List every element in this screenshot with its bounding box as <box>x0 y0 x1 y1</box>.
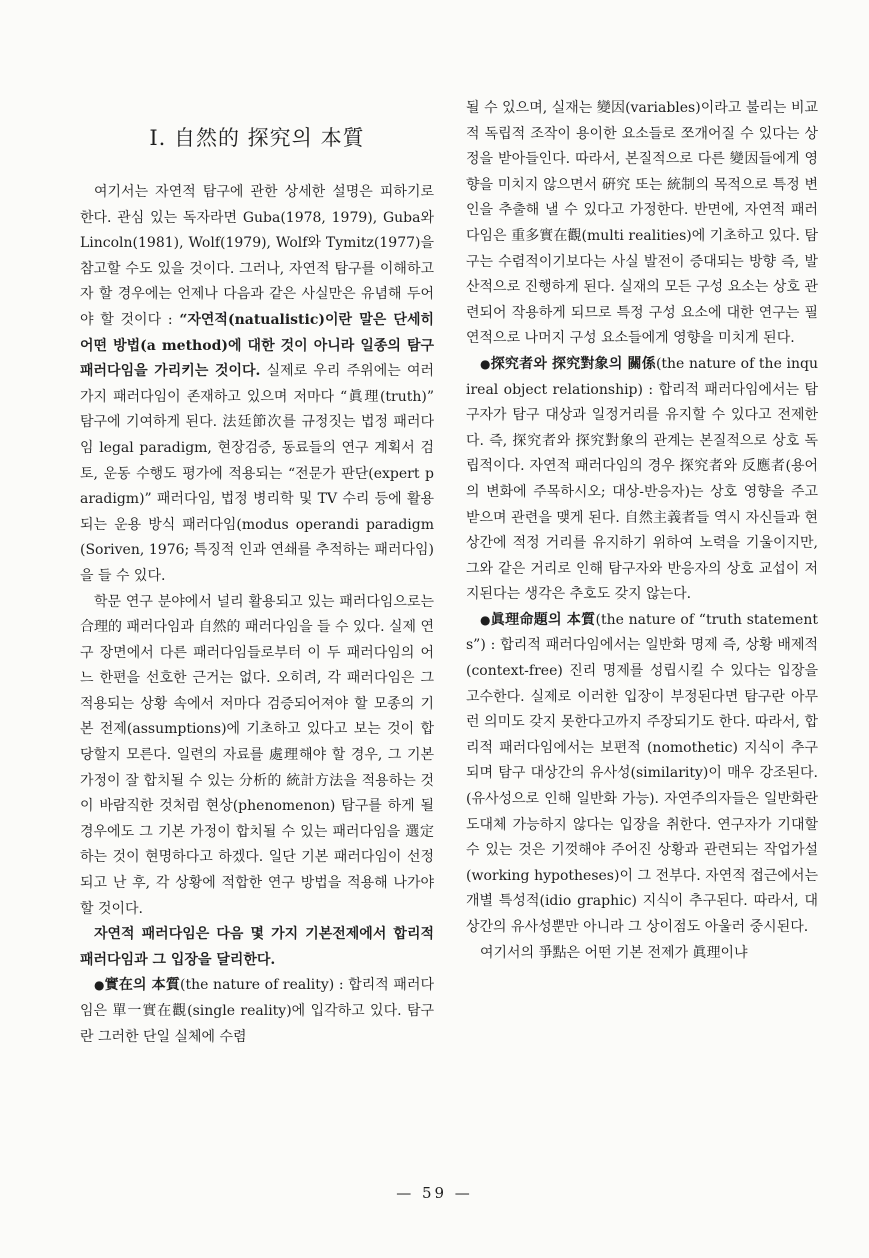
paragraph-inquirer-object <box>466 352 818 608</box>
bullet-icon: ● <box>480 612 491 627</box>
truth-statements-text: (the nature of “truth statements”) : 합리적 패러다임에서는 일반화 명제 즉, 상황 배제적(context-free) 진리 명제를 성립시킬 수 있다는 입장을 고수한다. 실제로 이러한 입장이 부정된다면 탐구란 아무런 의미도 갖지 못한다고까지 주장되기도 한다. 따라서, 합리적 패러다임에서는 보편적 (nomothetic) 지식이 추구되며 탐구 대상간의 유사성(similarity)이 매우 강조된다. (유사성으로 인해 일반화 가능). 자연주의자들은 일반화란 도대체 가능하지 않다는 입장을 취한다. 연구자가 기대할 수 있는 것은 기껏해야 주어진 상황과 관련되는 작업가설(working hypotheses)이 그 전부다. 자연적 접근에서는 개별 특성적(idio graphic) 지식이 추구된다. 따라서, 대상간의 유사성뿐만 아니라 그 상이점도 아울러 중시된다. <box>466 611 818 935</box>
paragraph-issue: 여기서의 爭點은 어떤 기본 전제가 眞理이냐 <box>480 944 748 961</box>
bullet-icon: ● <box>480 356 491 371</box>
reality-text: (the nature of reality) : 합리적 패러다임은 單一實在觀(single reality)에 입각하고 있다. 탐구란 그러한 단일 실체에 수렴 <box>80 977 434 1045</box>
paragraph-assumptions-lead: 자연적 패러다임은 다음 몇 가지 기본전제에서 합리적 패러다임과 그 입장을 달리한다. <box>80 926 434 968</box>
intro-emphasis: “자연적(natualistic)이란 말은 단세히 어떤 방법(a method)에 대한 것이 아니라 일종의 탐구 패러다임을 가리키는 것이다. <box>80 311 434 380</box>
intro-text-a: 여기서는 자연적 탐구에 관한 상세한 설명은 피하기로 한다. 관심 있는 독자라면 Guba(1978, 1979), Guba와 Lincoln(1981), Wolf(1979), Wolf와 Tymitz(1977)을 참고할 수도 있을 것이다. 그러나, 자연적 탐구를 이해하고자 할 경우에는 언제나 다음과 같은 사실만은 유념해 두어야 할 것이다 : <box>80 184 434 328</box>
paragraph-intro <box>80 180 434 590</box>
inquirer-object-text: (the nature of the inquireal object relationship) : 합리적 패러다임에서는 탐구자가 탐구 대상과 일정거리를 유지할 수 있다고 전제한다. 즉, 探究者와 探究對象의 관계는 본질적으로 상호 독립적이다. 자연적 패러다임의 경우 探究者와 反應者(용어의 변화에 주목하시오; 대상-반응자)는 상호 영향을 주고 받으며 관련을 맺게 된다. 自然主義者들 역시 자신들과 현상간에 적정 거리를 유지하기 위하여 노력을 기울이지만, 그와 같은 거리로 인해 탐구자와 반응자의 상호 교섭이 저지된다는 생각은 추호도 갖지 않는다. <box>466 355 819 603</box>
paragraph-paradigms: 학문 연구 분야에서 널리 활용되고 있는 패러다임으로는 合理的 패러다임과 自然的 패러다임을 들 수 있다. 실제 연구 장면에서 다른 패러다임들로부터 이 두 패러다임의 어느 한편을 선호한 근거는 없다. 오히려, 각 패러다임은 그 적용되는 상황 속에서 저마다 검증되어져야 할 모종의 기본 전제(assumptions)에 기초하고 있다고 보는 것이 합당할지 모른다. 일련의 자료를 處理해야 할 경우, 그 기본 가정이 잘 합치될 수 있는 分析的 統計方法을 적용하는 것이 바람직한 것처럼 현상(phenomenon) 탐구를 하게 될 경우에도 그 기본 가정이 합치될 수 있는 패러다임을 選定하는 것이 현명하다고 하겠다. 일단 기본 패러다임이 선정되고 난 후, 각 상황에 적합한 연구 방법을 적용해 나가야 할 것이다. <box>80 593 434 917</box>
section-title: Ⅰ. 自然的 探究의 本質 <box>149 126 365 150</box>
right-column-body <box>466 96 818 966</box>
paragraph-nature-of-reality <box>80 973 434 1050</box>
subheading-truth-statements: 眞理命題의 本質 <box>490 611 596 628</box>
paragraph-truth-statements <box>466 608 818 941</box>
subheading-inquirer-object: 探究者와 探究對象의 關係 <box>490 355 656 372</box>
subheading-nature-of-reality: 實在의 本質 <box>104 977 181 994</box>
paragraph-reality-continued: 될 수 있으며, 실재는 變因(variables)이라고 불리는 비교적 독립적 조작이 용이한 요소들로 쪼개어질 수 있다는 상정을 받아들인다. 따라서, 본질적으로 다른 變因들에게 영향을 미치지 않으면서 硏究 또는 統制의 목적으로 특정 변인을 추출해 낼 수 있다고 가정한다. 반면에, 자연적 패러다임은 重多實在觀(multi realities)에 기초하고 있다. 탐구는 수렴적이기보다는 사실 발전이 증대되는 방향 즉, 발산적으로 진행하게 된다. 실재의 모든 구성 요소는 상호 관련되어 작용하게 되므로 특정 구성 요소에 대한 연구는 필연적으로 나머지 구성 요소들에게 영향을 미치게 된다. <box>466 100 818 347</box>
bullet-icon: ● <box>94 978 105 993</box>
left-column-body <box>80 180 434 1050</box>
intro-text-b: 실제로 우리 주위에는 여러 가지 패러다임이 존재하고 있으며 저마다 “眞理(truth)” 탐구에 기여하게 된다. 法廷節次를 규정짓는 법정 패러다임 legal paradigm, 현장검증, 동료들의 연구 계획서 검토, 운동 수행도 평가에 적용되는 “전문가 판단(expert paradigm)” 패러다임, 법정 병리학 및 TV 수리 등에 활용되는 운용 방식 패러다임(modus operandi paradigm(Soriven, 1976; 특징적 인과 연쇄를 추적하는 패러다임)을 들 수 있다. <box>80 363 434 584</box>
page-number: — 59 — <box>396 1184 473 1202</box>
